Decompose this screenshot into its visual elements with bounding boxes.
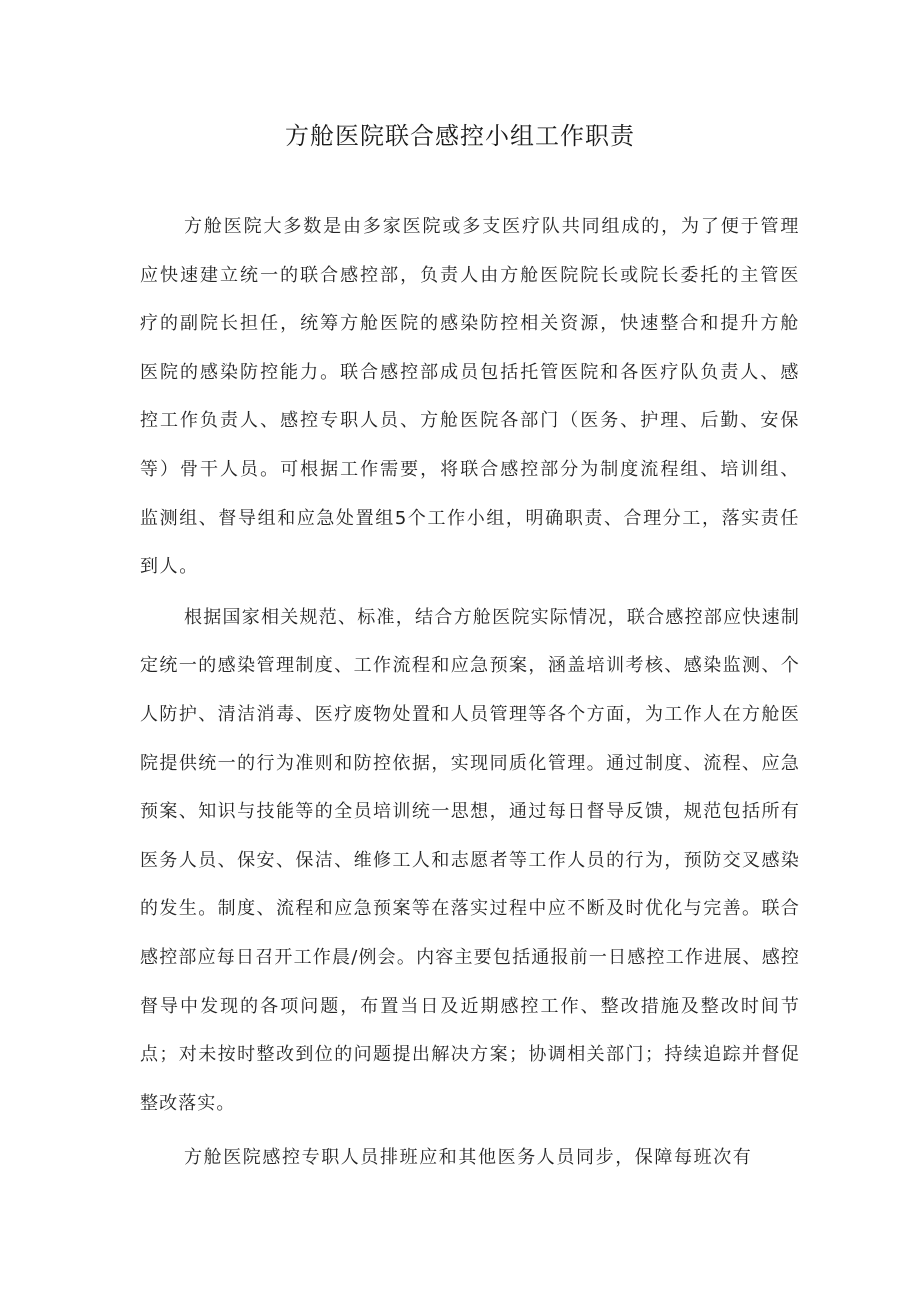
paragraph-unified-management-system: 根据国家相关规范、标准，结合方舱医院实际情况，联合感控部应快速制定统一的感染管理制度、工作流程和应急预案，涵盖培训考核、感染监测、个人防护、清洁消毒、医疗废物处置和人员管理等各个方面，为工作人在方舱医院提供统一的行为准则和防控依据，实现同质化管理。通过制度、流程、应急预案、知识与技能等的全员培训统一思想，通过每日督导反馈，规范包括所有医务人员、保安、保洁、维修工人和志愿者等工作人员的行为，预防交叉感染的发生。制度、流程和应急预案等在落实过程中应不断及时优化与完善。联合感控部应每日召开工作晨/例会。内容主要包括通报前一日感控工作进展、感控督导中发现的各项问题，布置当日及近期感控工作、整改措施及整改时间节点；对未按时整改到位的问题提出解决方案；协调相关部门；持续追踪并督促整改落实。 [140, 606, 800, 1114]
paragraph-joint-infection-control-department: 方舱医院大多数是由多家医院或多支医疗队共同组成的，为了便于管理应快速建立统一的联合感控部，负责人由方舱医院院长或院长委托的主管医疗的副院长担任，统筹方舱医院的感染防控相关资源，快速整合和提升方舱医院的感染防控能力。联合感控部成员包括托管医院和各医疗队负责人、感控工作负责人、感控专职人员、方舱医院各部门（医务、护理、后勤、安保等）骨干人员。可根据工作需要，将联合感控部分为制度流程组、培训组、监测组、督导组和应急处置组5个工作小组，明确职责、合理分工，落实责任到人。 [140, 216, 800, 578]
paragraph-staff-scheduling: 方舱医院感控专职人员排班应和其他医务人员同步，保障每班次有 [184, 1147, 753, 1169]
document-title: 方舱医院联合感控小组工作职责 [285, 122, 635, 150]
document-body [140, 203, 800, 1185]
